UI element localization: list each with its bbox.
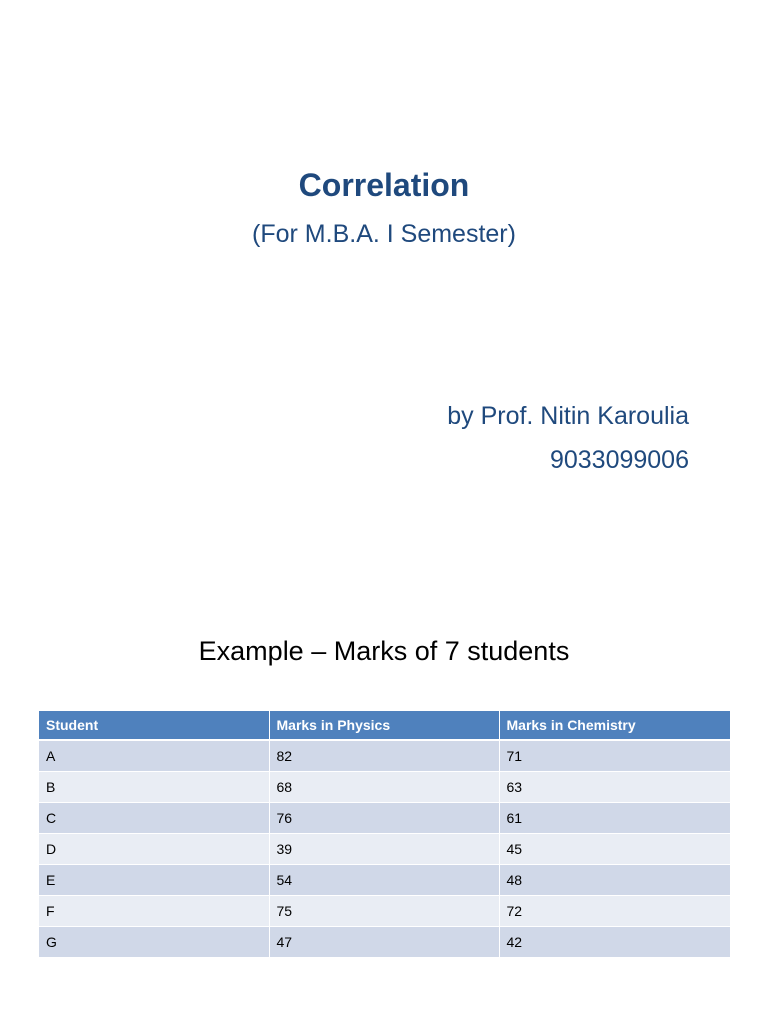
marks-table [39, 711, 730, 958]
table-row [39, 926, 730, 957]
cell-physics: 76 [269, 802, 499, 833]
cell-physics: 68 [269, 771, 499, 802]
cell-physics: 54 [269, 864, 499, 895]
table-row [39, 833, 730, 864]
cell-physics: 47 [269, 926, 499, 957]
cell-student: B [39, 771, 269, 802]
slide-subtitle: (For M.B.A. I Semester) [252, 220, 516, 248]
table-row [39, 864, 730, 895]
table-header-row [39, 711, 730, 740]
table-row [39, 740, 730, 771]
table-row [39, 771, 730, 802]
author-name: by Prof. Nitin Karoulia [447, 402, 689, 430]
header-physics: Marks in Physics [269, 711, 499, 740]
table-row [39, 802, 730, 833]
cell-chemistry: 42 [499, 926, 730, 957]
cell-chemistry: 48 [499, 864, 730, 895]
cell-chemistry: 63 [499, 771, 730, 802]
header-student: Student [39, 711, 269, 740]
cell-student: D [39, 833, 269, 864]
cell-chemistry: 61 [499, 802, 730, 833]
example-slide [0, 576, 768, 1024]
cell-physics: 82 [269, 740, 499, 771]
author-phone: 9033099006 [549, 446, 689, 474]
cell-student: G [39, 926, 269, 957]
slide-title: Correlation [298, 167, 470, 203]
table-row [39, 895, 730, 926]
author-block [447, 394, 689, 482]
cell-student: C [39, 802, 269, 833]
cell-student: A [39, 740, 269, 771]
cell-physics: 39 [269, 833, 499, 864]
example-title: Example – Marks of 7 students [198, 636, 570, 666]
cell-physics: 75 [269, 895, 499, 926]
cell-chemistry: 71 [499, 740, 730, 771]
cell-chemistry: 45 [499, 833, 730, 864]
cell-chemistry: 72 [499, 895, 730, 926]
cell-student: E [39, 864, 269, 895]
cell-student: F [39, 895, 269, 926]
header-chemistry: Marks in Chemistry [499, 711, 730, 740]
